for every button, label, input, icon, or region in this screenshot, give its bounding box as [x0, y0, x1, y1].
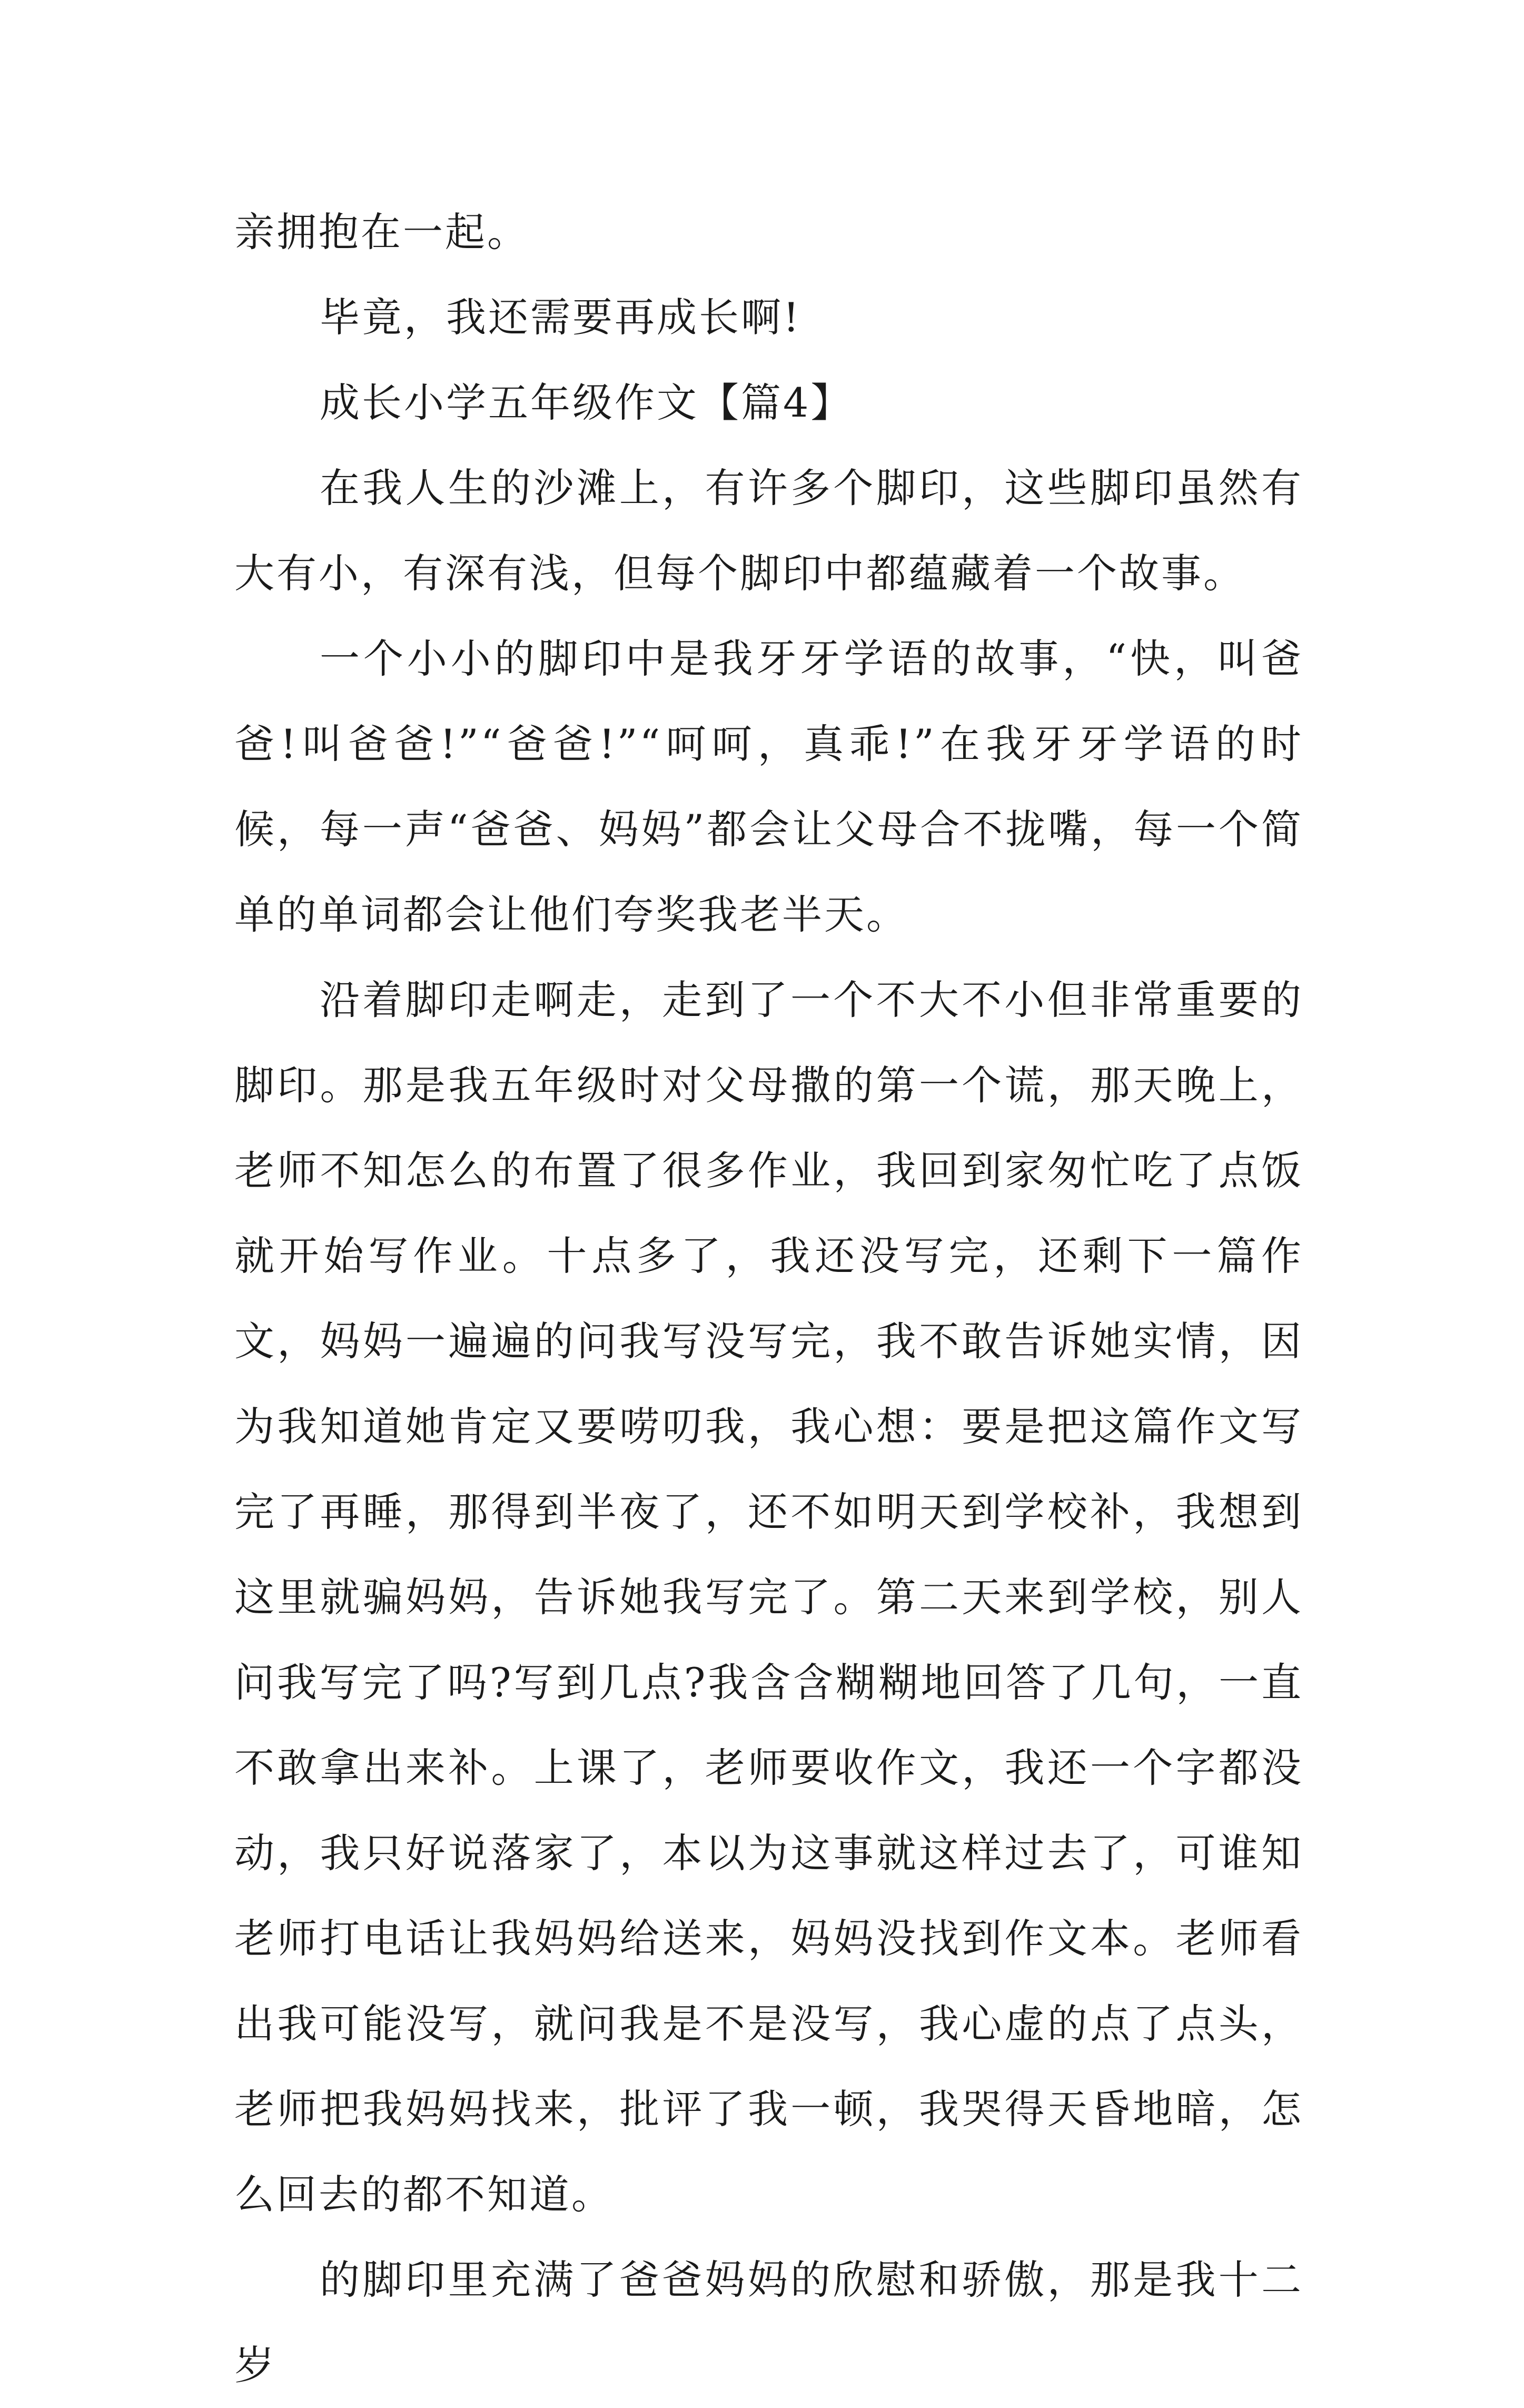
essay-section-heading: 成长小学五年级作文【篇4】	[320, 379, 853, 426]
paragraph: 沿着脚印走啊走，走到了一个不大不小但非常重要的脚印。那是我五年级时对父母撒的第一个谎，那天晚上，老师不知怎么的布置了很多作业，我回到家匆忙吃了点饭就开始写作业。十点多了，我还没写完，还剩下一篇作文，妈妈一遍遍的问我写没写完，我不敢告诉她实情，因为我知道她肯定又要唠叨我，我心想：要是把这篇作文写完了再睡，那得到半夜了，还不如明天到学校补，我想到这里就骗妈妈，告诉她我写完了。第二天来到学校，别人问我写完了吗?写到几点?我含含糊糊地回答了几句，一直不敢拿出来补。上课了，老师要收作文，我还一个字都没动，我只好说落家了，本以为这事就这样过去了，可谁知老师打电话让我妈妈给送来，妈妈没找到作文本。老师看出我可能没写，就问我是不是没写，我心虚的点了点头，老师把我妈妈找来，批评了我一顿，我哭得天昏地暗，怎么回去的都不知道。	[234, 976, 1303, 2218]
paragraph: 在我人生的沙滩上，有许多个脚印，这些脚印虽然有大有小，有深有浅，但每个脚印中都蕴藏着一个故事。	[234, 465, 1303, 597]
essay-body	[234, 190, 1303, 2408]
paragraph: 的脚印里充满了爸爸妈妈的欣慰和骄傲，那是我十二岁	[234, 2256, 1303, 2389]
paragraph: 毕竟，我还需要再成长啊!	[320, 294, 801, 341]
paragraph: 一个小小的脚印中是我牙牙学语的故事，“快，叫爸爸!叫爸爸!”“爸爸!”“呵呵，真乖!”在我牙牙学语的时候，每一声“爸爸、妈妈”都会让父母合不拢嘴，每一个简单的单词都会让他们夸奖我老半天。	[234, 635, 1303, 938]
paragraph: 亲拥抱在一起。	[234, 209, 529, 255]
